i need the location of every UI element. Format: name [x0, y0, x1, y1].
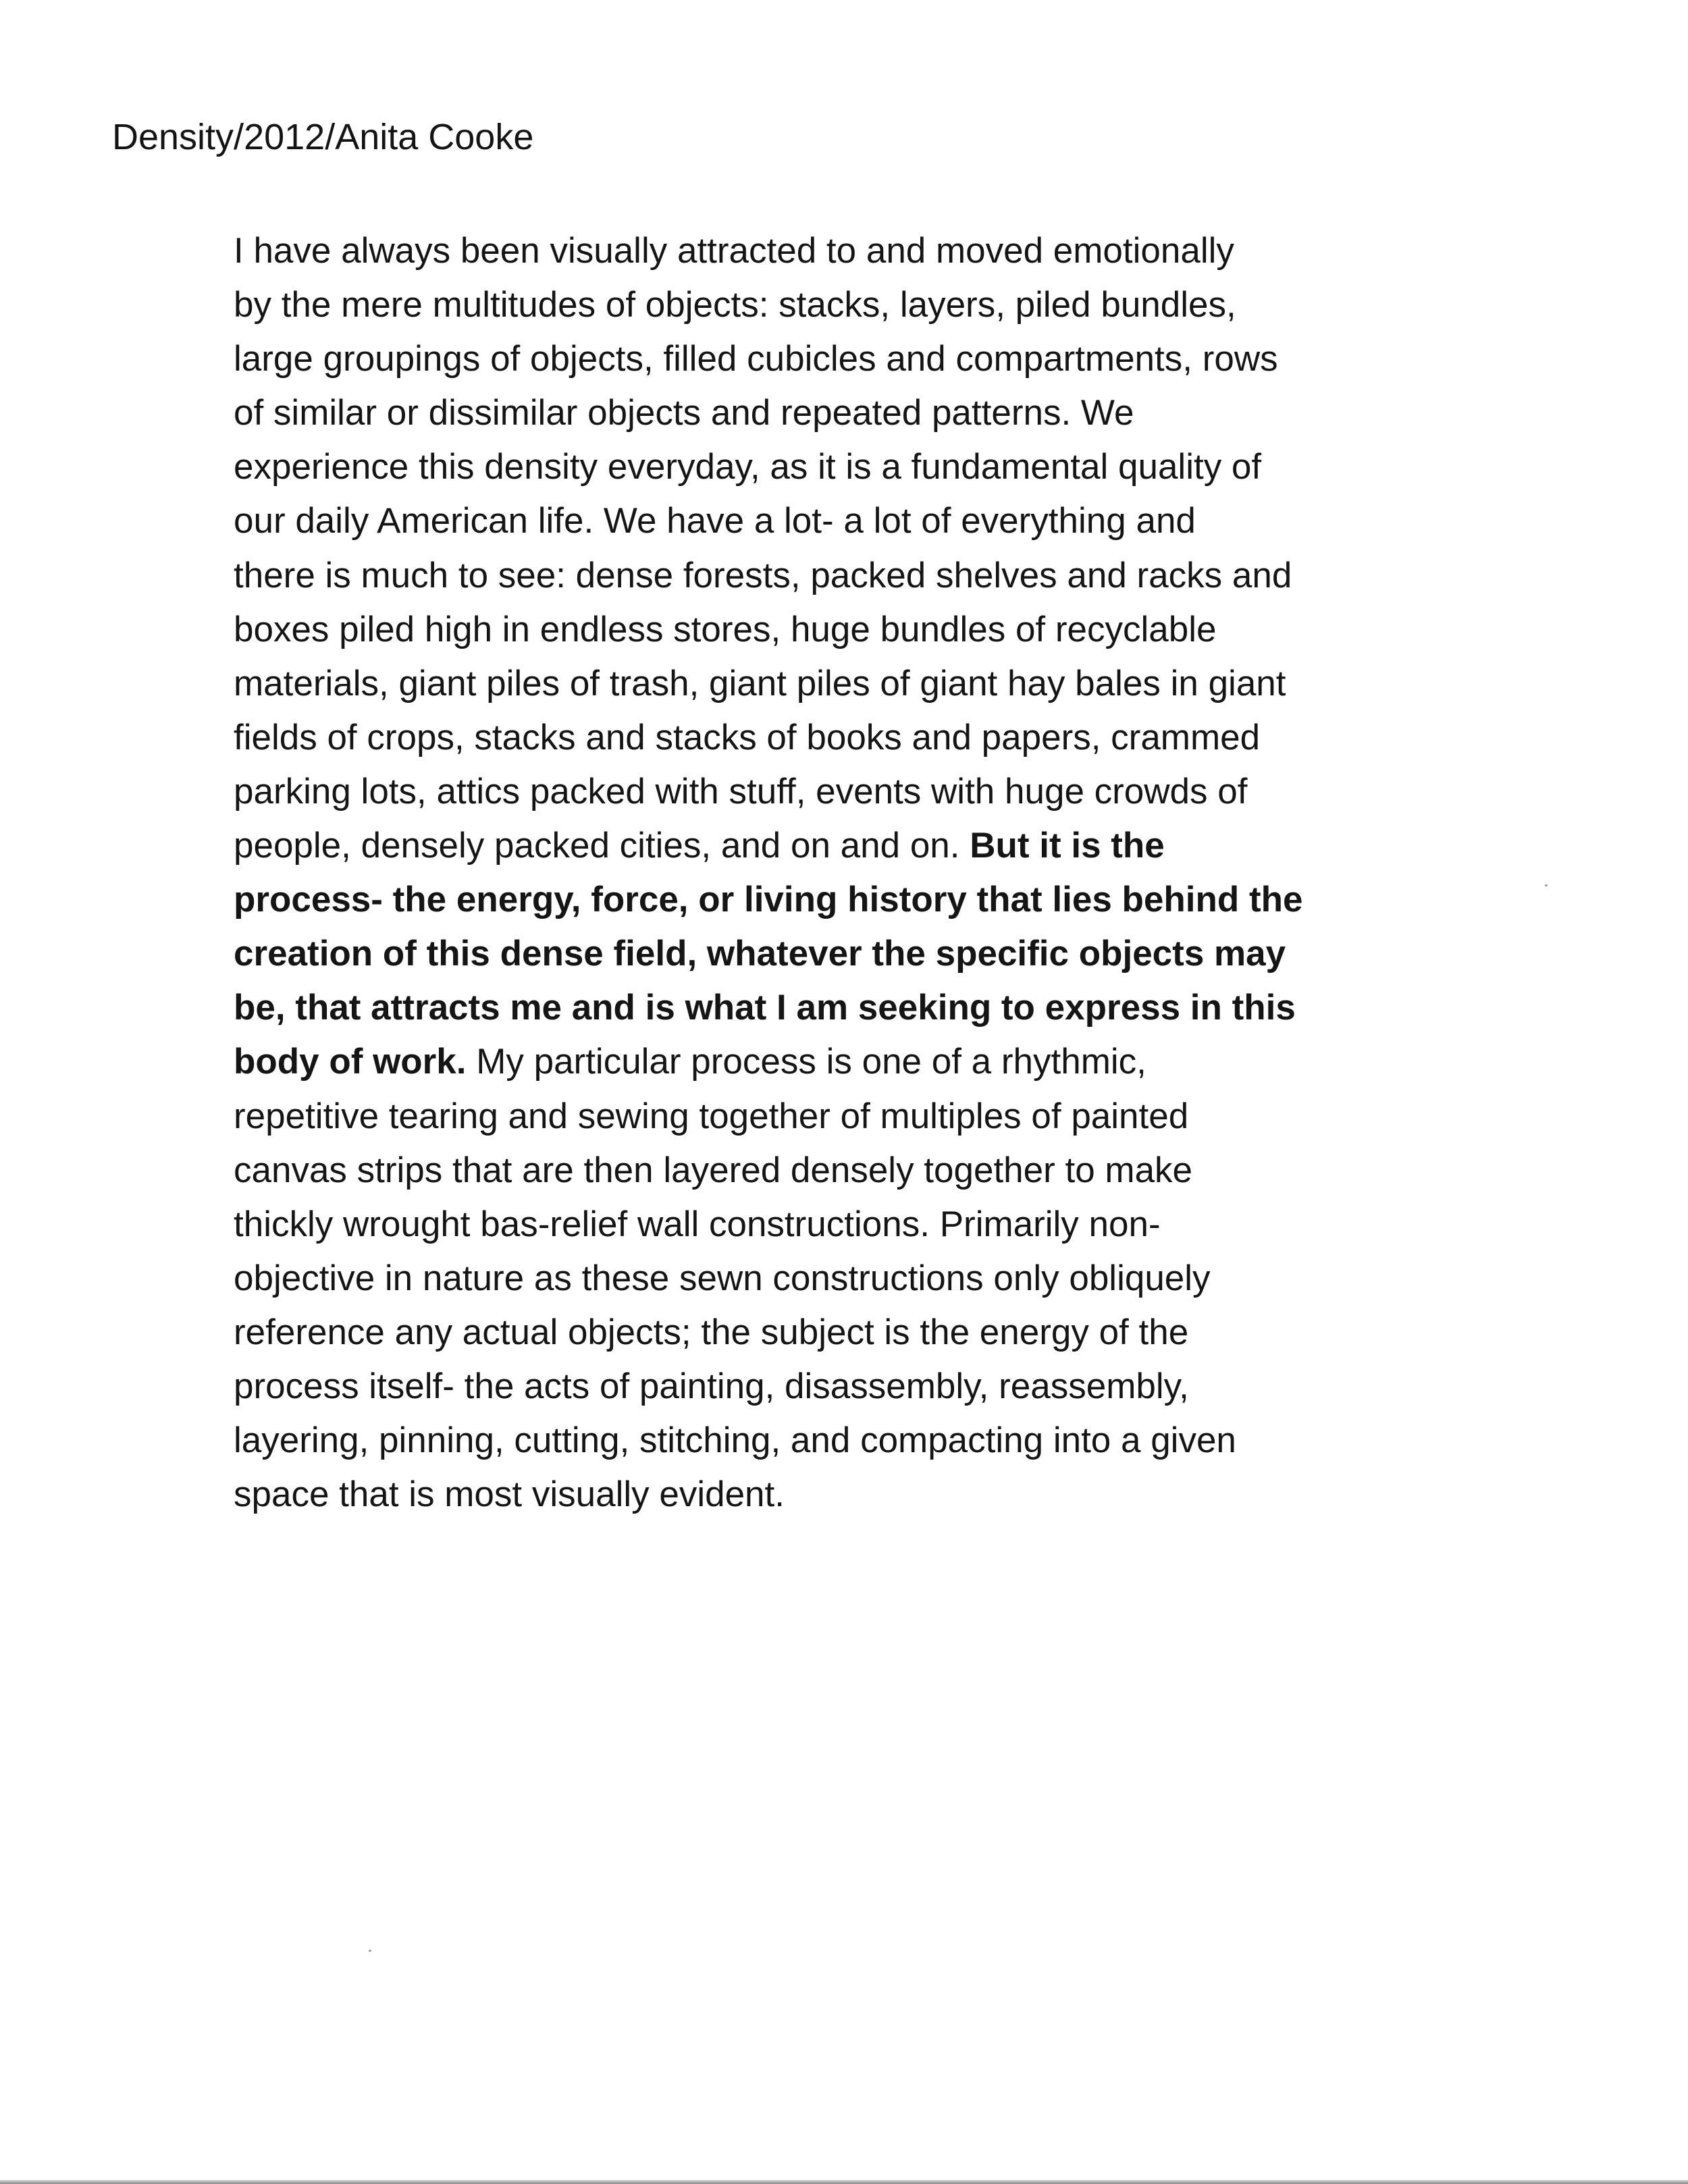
statement-text: by the mere multitudes of objects: stacks, layers, piled bundles, — [234, 285, 1236, 325]
statement-text: process itself- the acts of painting, disassembly, reassembly, — [234, 1366, 1189, 1406]
artist-statement — [234, 224, 1462, 1522]
statement-line — [234, 549, 1462, 603]
statement-line — [234, 386, 1462, 440]
statement-line — [234, 278, 1462, 332]
statement-text: fields of crops, stacks and stacks of books and papers, crammed — [234, 717, 1261, 757]
statement-line — [234, 440, 1462, 494]
statement-line — [234, 711, 1462, 765]
statement-text: experience this density everyday, as it is a fundamental quality of — [234, 447, 1262, 487]
statement-emphasis: body of work. — [234, 1042, 467, 1082]
statement-line — [234, 1252, 1462, 1306]
statement-text: boxes piled high in endless stores, huge bundles of recyclable — [234, 609, 1217, 649]
document-header: Density/2012/Anita Cooke — [112, 117, 534, 157]
statement-line — [234, 819, 1462, 873]
scan-bottom-edge — [0, 2180, 1688, 2184]
statement-line — [234, 873, 1462, 927]
statement-line — [234, 1306, 1462, 1360]
statement-emphasis: creation of this dense field, whatever the specific objects may — [234, 934, 1286, 974]
statement-text: space that is most visually evident. — [234, 1474, 785, 1515]
scan-speck — [369, 1950, 371, 1952]
scan-speck — [1545, 884, 1548, 886]
statement-text: there is much to see: dense forests, packed shelves and racks and — [234, 555, 1292, 595]
statement-line — [234, 981, 1462, 1035]
statement-line — [234, 1035, 1462, 1089]
statement-text: of similar or dissimilar objects and repeated patterns. We — [234, 393, 1134, 433]
statement-emphasis: But it is the — [970, 826, 1165, 866]
statement-line — [234, 1090, 1462, 1144]
statement-line — [234, 603, 1462, 657]
statement-line — [234, 927, 1462, 981]
statement-line — [234, 657, 1462, 711]
statement-text: materials, giant piles of trash, giant piles of giant hay bales in giant — [234, 663, 1286, 703]
statement-line — [234, 494, 1462, 548]
statement-emphasis: process- the energy, force, or living history that lies behind the — [234, 880, 1303, 920]
statement-text: repetitive tearing and sewing together of multiples of painted — [234, 1096, 1189, 1136]
statement-text: canvas strips that are then layered densely together to make — [234, 1150, 1193, 1190]
statement-text: objective in nature as these sewn constructions only obliquely — [234, 1258, 1211, 1298]
statement-text: reference any actual objects; the subject is the energy of the — [234, 1312, 1189, 1352]
statement-text: thickly wrought bas-relief wall constructions. Primarily non- — [234, 1204, 1161, 1244]
statement-line — [234, 224, 1462, 278]
statement-text: My particular process is one of a rhythmic, — [466, 1042, 1146, 1082]
statement-text: I have always been visually attracted to and moved emotionally — [234, 231, 1234, 271]
statement-text: large groupings of objects, filled cubicles and compartments, rows — [234, 339, 1278, 379]
statement-line — [234, 1468, 1462, 1522]
statement-line — [234, 1414, 1462, 1468]
statement-line — [234, 1198, 1462, 1252]
statement-line — [234, 1360, 1462, 1414]
statement-line — [234, 765, 1462, 819]
statement-text: our daily American life. We have a lot- a lot of everything and — [234, 501, 1196, 541]
statement-line — [234, 1144, 1462, 1198]
statement-text: layering, pinning, cutting, stitching, and compacting into a given — [234, 1420, 1236, 1461]
statement-text: parking lots, attics packed with stuff, events with huge crowds of — [234, 771, 1248, 811]
statement-emphasis: be, that attracts me and is what I am seeking to express in this — [234, 988, 1296, 1028]
statement-line — [234, 332, 1462, 386]
statement-text: people, densely packed cities, and on and on. — [234, 826, 970, 866]
